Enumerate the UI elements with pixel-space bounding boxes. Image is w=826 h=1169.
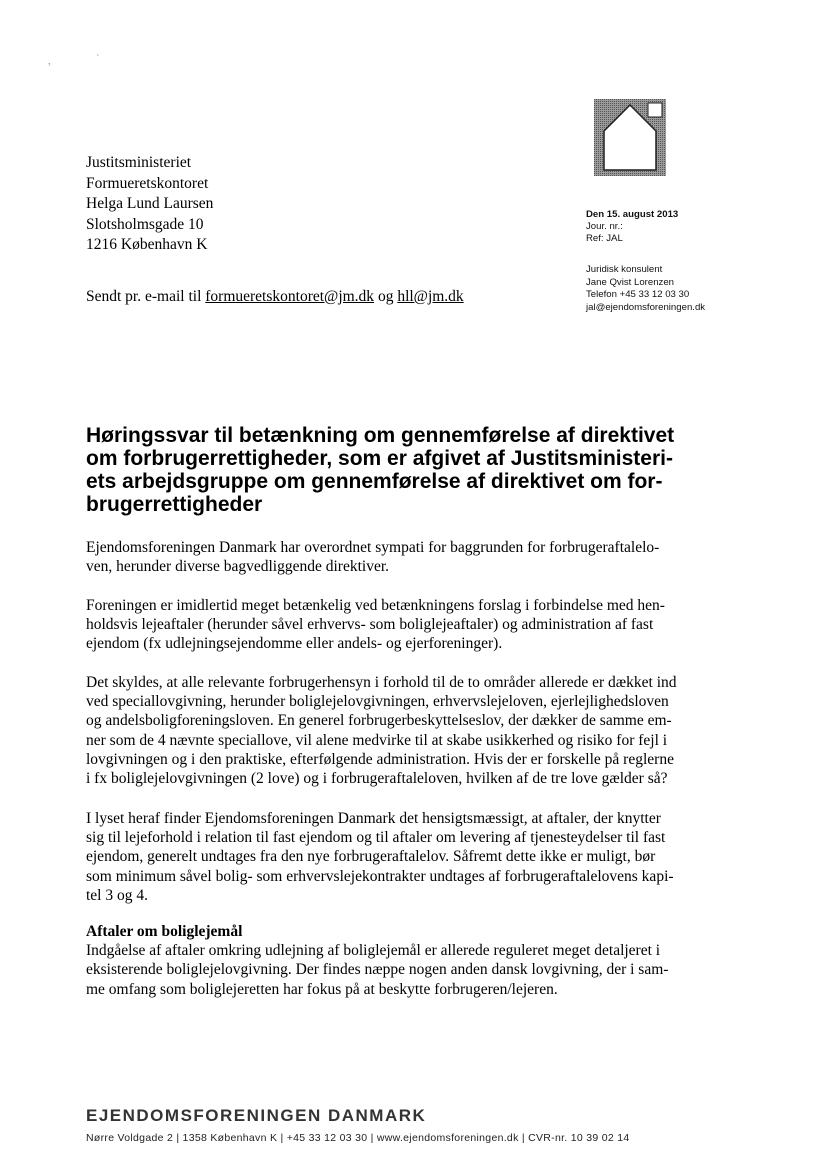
title-line: Høringssvar til betænkning om gennemførelse af direktivet (86, 424, 675, 447)
text-line: ner som de 4 nævnte speciallove, vil alene medvirke til at skabe usikkerhed og risiko for fejl i (86, 731, 668, 749)
paragraph-3 (86, 673, 746, 788)
text-line: Ejendomsforeningen Danmark har overordnet sympati for baggrunden for forbrugeraftalelo- (86, 539, 660, 556)
text-line: lovgivningen og i den praktiske, efterfølgende administration. Hvis der er forskelle på reglerne (86, 750, 674, 768)
email-link-formueretskontoret[interactable]: formueretskontoret@jm.dk (205, 288, 375, 305)
letter-meta (586, 209, 678, 245)
scan-mark: , (48, 56, 51, 67)
scan-mark: ` (96, 54, 100, 65)
text-line: ven, herunder diverse bagvedliggende direktiver. (86, 558, 389, 576)
letter-date: Den 15. august 2013 (586, 209, 679, 220)
paragraph-4 (86, 809, 746, 905)
text-line: ejendom (fx udlejningsejendomme eller andels- og ejerforeninger). (86, 635, 503, 653)
text-line: som minimum såvel bolig- som erhvervslejekontrakter undtages af forbrugeraftalelovens kapi- (86, 867, 674, 885)
recipient-line: Slotsholmsgade 10 (86, 215, 204, 233)
text-line: tel 3 og 4. (86, 886, 148, 904)
contact-email: jal@ejendomsforeningen.dk (586, 301, 706, 313)
text-line: ved speciallovgivning, herunder boliglejelovgivningen, erhvervslejeloven, ejerlejlighedsloven (86, 693, 669, 711)
paragraph-5 (86, 922, 746, 999)
text-line: holdsvis lejeaftaler (herunder såvel erhvervs- som boliglejeaftaler) og administration af fast (86, 616, 654, 634)
title-line: om forbrugerrettigheder, som er afgivet af Justitsministeri- (86, 447, 673, 470)
text-line: Indgåelse af aftaler omkring udlejning af boliglejemål er allerede reguleret meget detaljeret i (86, 942, 661, 960)
text-line: me omfang som boliglejeretten har fokus på at beskytte forbrugeren/lejeren. (86, 980, 558, 998)
recipient-address (86, 153, 213, 256)
title-line: brugerrettigheder (86, 493, 263, 516)
paragraph-1 (86, 538, 746, 576)
text-line: i fx boliglejelovgivningen (2 love) og i forbrugeraftaleloven, hvilken af de tre love gælder så? (86, 770, 668, 788)
sent-line (86, 288, 464, 306)
contact-block (586, 264, 705, 314)
text-line: I lyset heraf finder Ejendomsforeningen Danmark det hensigtsmæssigt, at aftaler, der knytter (86, 810, 661, 827)
house-logo-icon (594, 99, 666, 176)
footer-info: Nørre Voldgade 2 | 1358 København K | +45 33 12 03 30 | www.ejendomsforeningen.dk | CVR-nr. 10 39 02 14 (86, 1132, 630, 1144)
paragraph-2 (86, 596, 746, 654)
text-line: sig til lejeforhold i relation til fast ejendom og til aftaler om levering af tjenesteydelser til fast (86, 829, 666, 847)
recipient-line: Formueretskontoret (86, 174, 209, 192)
recipient-line: Helga Lund Laursen (86, 195, 214, 212)
title-line: ets arbejdsgruppe om gennemførelse af direktivet om for- (86, 470, 663, 493)
recipient-line: 1216 København K (86, 236, 208, 253)
text-line: ejendom, generelt undtages fra den nye forbrugeraftalelov. Såfremt dette ikke er muligt, bør (86, 848, 656, 866)
email-link-hll[interactable]: hll@jm.dk (397, 288, 464, 305)
sent-middle: og (374, 288, 398, 305)
recipient-line: Justitsministeriet (86, 154, 192, 171)
contact-name: Jane Qvist Lorenzen (586, 276, 674, 288)
contact-title: Juridisk konsulent (586, 264, 663, 275)
section-heading: Aftaler om boliglejemål (86, 923, 243, 940)
text-line: Det skyldes, at alle relevante forbrugerhensyn i forhold til de to områder allerede er dækket ind (86, 674, 677, 691)
text-line: og andelsboligforeningsloven. En generel forbrugerbeskyttelseslov, der dækker de samme em- (86, 712, 672, 730)
text-line: eksisterende boliglejelovgivning. Der findes næppe nogen anden dansk lovgivning, der i sam- (86, 961, 669, 979)
sent-prefix: Sendt pr. e-mail til (86, 288, 206, 305)
contact-phone: Telefon +45 33 12 03 30 (586, 289, 690, 300)
footer-org-name: EJENDOMSFORENINGEN DANMARK (86, 1106, 427, 1125)
text-line: Foreningen er imidlertid meget betænkelig ved betænkningens forslag i forbindelse med hen- (86, 597, 665, 614)
journal-number: Jour. nr.: (586, 221, 623, 232)
reference: Ref: JAL (586, 233, 623, 244)
document-title (86, 424, 726, 516)
